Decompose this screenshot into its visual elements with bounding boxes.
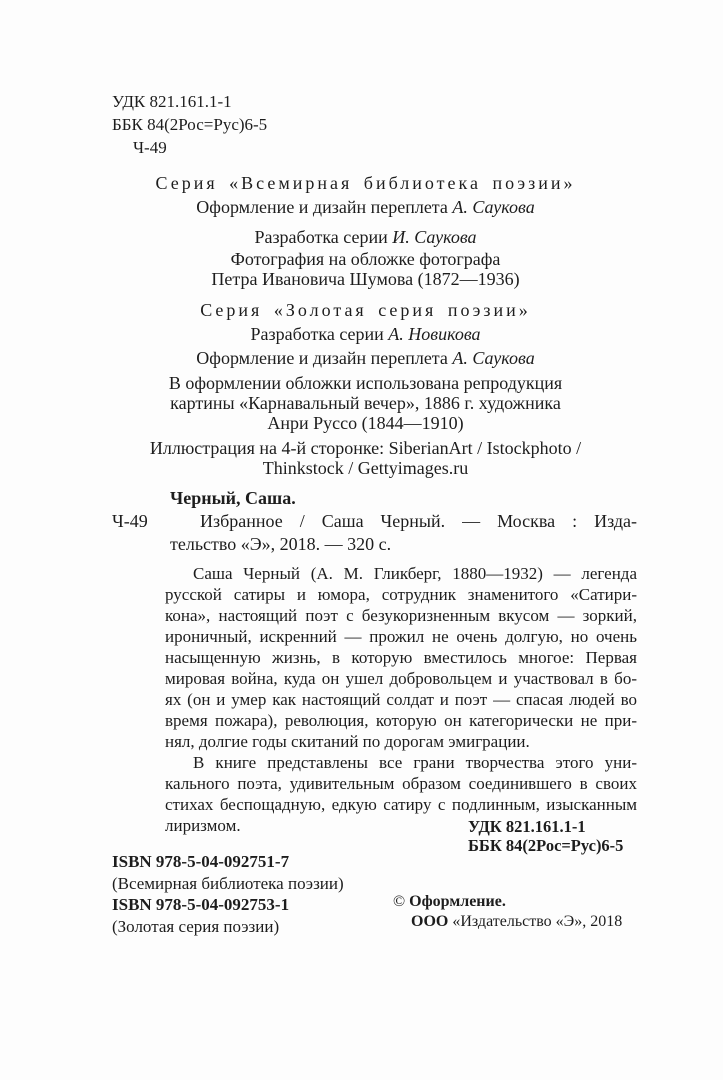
annotation-p1-line-1: Саша Черный (А. М. Гликберг, 1880—1932) — легенда <box>193 564 637 583</box>
illustration-credit-line-2: Thinkstock / Gettyimages.ru <box>262 458 469 478</box>
annotation-p1-line-3: кона», настоящий поэт с безукоризненным вкусом — зоркий, <box>165 606 637 625</box>
top-author-code: Ч-49 <box>133 138 167 157</box>
annotation-p1-line-7: ях (он и умер как настоящий солдат и поэт — спасая людей во <box>165 690 637 709</box>
illustration-credit-line-1: Иллюстрация на 4-й сторонке: SiberianArt / Istockphoto / <box>149 438 582 458</box>
annotation-p1-line-9: нял, долгие годы скитаний по дорогам эмиграции. <box>165 732 530 751</box>
publisher-name-year: «Издательство «Э», 2018 <box>448 913 623 930</box>
series2-dev-prefix: Разработка серии <box>250 324 389 344</box>
bottom-bbk-line: ББК 84(2Рос=Рус)6-5 <box>468 836 624 855</box>
annotation-p1-line-5: насыщенную жизнь, в которую вместилось многое: Первая <box>165 648 637 667</box>
annotation-p1-line-2: русской сатиры и юмора, сотрудник знаменитого «Сатири- <box>165 585 637 604</box>
top-bbk-line: ББК 84(2Рос=Рус)6-5 <box>112 115 268 134</box>
catalog-entry-line-1: Избранное / Саша Черный. — Москва : Изда- <box>200 511 637 531</box>
series2-development-line <box>93 322 638 346</box>
publisher-abbr: ООО <box>411 913 449 930</box>
cover-art-note-line-1: В оформлении обложки использована репродукция <box>168 373 563 393</box>
series2-design-prefix: Оформление и дизайн переплета <box>196 348 453 368</box>
catalog-entry <box>112 510 637 556</box>
annotation-p1-line-6: мировая война, куда он ушел добровольцем и участвовал в бо- <box>165 669 637 688</box>
isbn-series-2: (Золотая серия поэзии) <box>112 916 280 936</box>
isbn-number-2: ISBN 978-5-04-092753-1 <box>112 895 290 914</box>
catalog-card <box>112 487 637 556</box>
copyright-line-1 <box>393 892 622 912</box>
series2-design-line <box>93 346 638 370</box>
bottom-udk-line: УДК 821.161.1-1 <box>468 817 586 836</box>
catalog-entry-line-2: тельство «Э», 2018. — 320 с. <box>170 534 392 554</box>
catalog-author: Черный, Саша. <box>170 488 296 508</box>
catalog-author-code: Ч-49 <box>112 511 148 531</box>
series2-design-name: А. Саукова <box>452 348 535 368</box>
series-credits-column <box>93 171 638 478</box>
catalog-entry-text <box>170 510 637 556</box>
series1-dev-prefix: Разработка серии <box>254 227 393 247</box>
series1-design-line <box>93 195 638 219</box>
series2-dev-name: А. Новикова <box>388 324 481 344</box>
copyright-design-text: Оформление. <box>409 893 506 910</box>
copyright-symbol: © <box>393 893 406 910</box>
annotation-p2-line-2: кального поэта, удивительным образом соединившего в своих <box>165 774 637 793</box>
top-udk-line: УДК 821.161.1-1 <box>112 92 232 111</box>
cover-photo-line-1: Фотография на обложке фотографа <box>230 249 501 269</box>
series1-design-prefix: Оформление и дизайн переплета <box>196 197 453 217</box>
annotation-block <box>165 563 637 836</box>
series1-design-name: А. Саукова <box>452 197 535 217</box>
series2-title: Серия «Золотая серия поэзии» <box>200 300 531 320</box>
annotation-p1-line-8: время пожара), революция, которую он категорически не при- <box>165 711 637 730</box>
cover-photo-line-2: Петра Ивановича Шумова (1872—1936) <box>211 269 520 289</box>
bottom-codes-block <box>468 817 623 855</box>
annotation-p2-line-4: лиризмом. <box>165 816 241 835</box>
copyright-line-2 <box>411 912 622 932</box>
copyright-block <box>393 892 622 932</box>
isbn-block <box>112 851 344 937</box>
cover-art-note-line-2: картины «Карнавальный вечер», 1886 г. художника <box>170 393 561 413</box>
isbn-series-1: (Всемирная библиотека поэзии) <box>112 873 344 893</box>
series1-development-line <box>93 225 638 249</box>
annotation-p1-line-4: ироничный, искренний — прожил не очень долгую, но очень <box>165 627 637 646</box>
annotation-p2-line-3: стихах беспощадную, едкую сатиру с подлинным, изысканным <box>165 795 637 814</box>
top-codes-block <box>112 90 267 159</box>
series1-title: Серия «Всемирная библиотека поэзии» <box>155 173 576 193</box>
isbn-number-1: ISBN 978-5-04-092751-7 <box>112 852 290 871</box>
series1-dev-name: И. Саукова <box>392 227 477 247</box>
cover-art-note-line-3: Анри Руссо (1844—1910) <box>267 413 464 433</box>
annotation-p2-line-1: В книге представлены все грани творчества этого уни- <box>193 753 637 772</box>
